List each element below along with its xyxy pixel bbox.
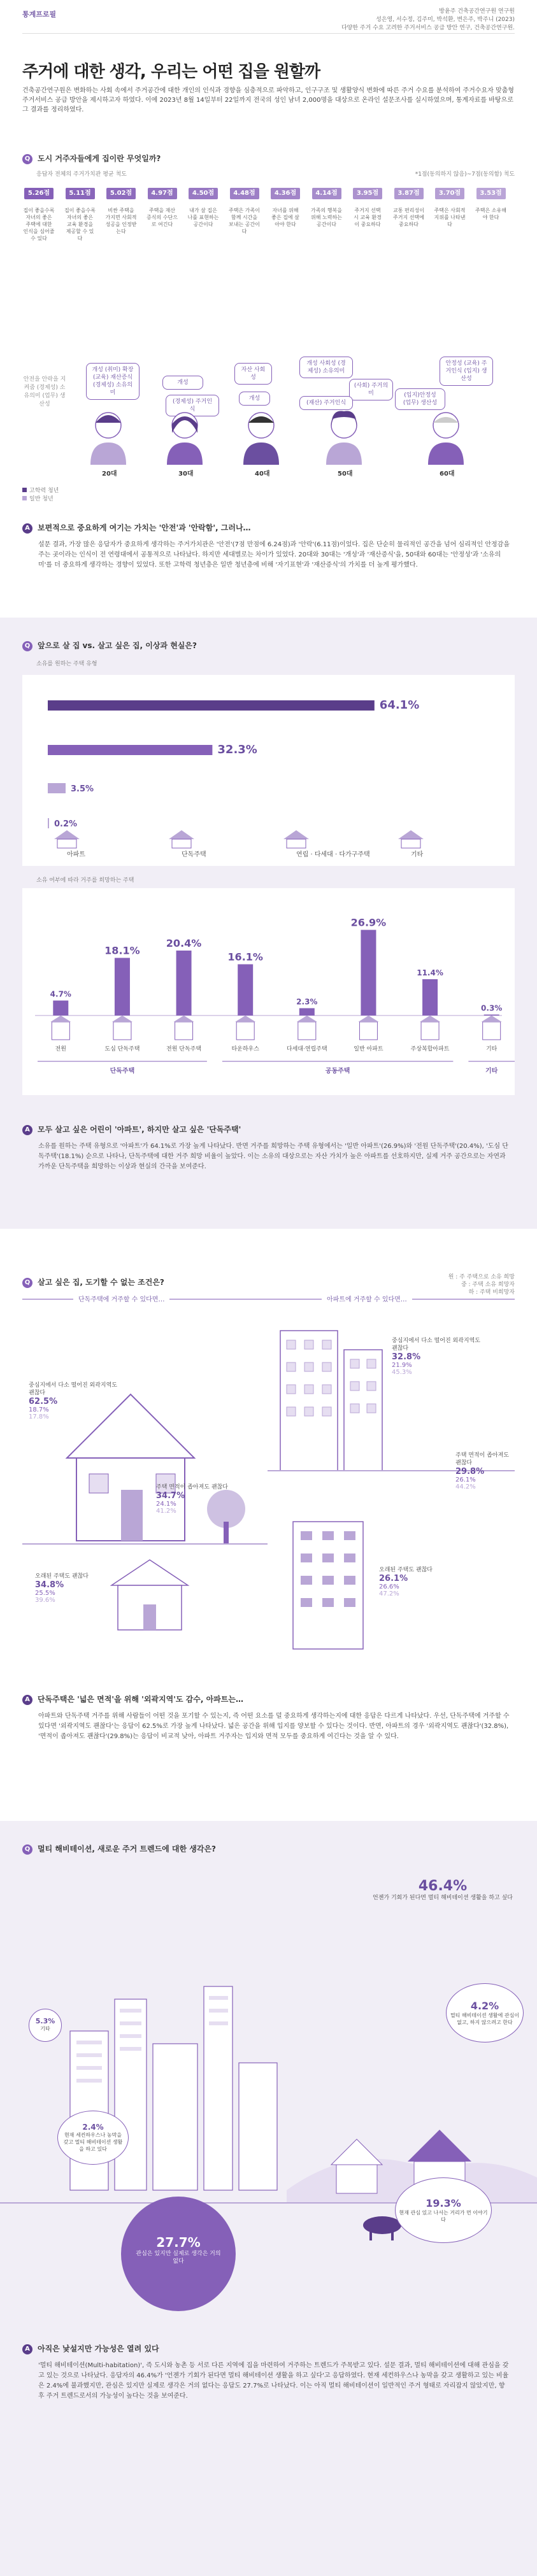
- house-icon: [398, 830, 424, 839]
- question-1: [22, 153, 161, 164]
- answer-3: [22, 1694, 243, 1705]
- category-label: 다세대·연립주택: [286, 1046, 327, 1052]
- house-body-icon: [287, 839, 306, 848]
- item-text: 주택 면적이 좁아져도 괜찮다: [455, 1452, 509, 1466]
- question-2-text: 앞으로 살 집 vs. 살고 싶은 집, 이상과 현실은?: [38, 641, 197, 650]
- building-icon: [113, 1022, 131, 1040]
- answer-4-title: 아직은 낯설지만 가능성은 열려 있다: [38, 2344, 159, 2353]
- bubble-50s-a: 개성 사회성 (경제성) 소유의미: [299, 357, 353, 378]
- roof-icon: [174, 1016, 194, 1022]
- bar: [361, 930, 376, 1016]
- bubble-60s-a: 안정성 (교육) 주거인식 (입지) 생산성: [440, 357, 493, 386]
- bar-label: 64.1%: [379, 698, 420, 712]
- stat-value: 4.2%: [470, 2000, 499, 2012]
- stat-text: 언젠가 기회가 된다면 멀티 해비테이션 생활을 하고 싶다: [373, 1895, 513, 1901]
- rank-desc: 가족의 행복을 위해 노력하는 공간이다: [311, 208, 342, 227]
- legend-line: 하 : 주택 비희망자: [468, 1289, 515, 1296]
- category-label: 전원: [55, 1046, 67, 1052]
- item-value-2: 26.6%: [379, 1583, 399, 1590]
- item-value-3: 44.2%: [455, 1483, 476, 1490]
- bar: [238, 965, 253, 1016]
- person-60s-icon: [420, 407, 471, 465]
- item-value-3: 47.2%: [379, 1590, 399, 1597]
- q-icon: Q: [22, 1844, 32, 1855]
- author-meta: [285, 8, 515, 32]
- chart-label: 응답자 전체의 주거가치관 평균 척도: [36, 171, 127, 178]
- chart2-label: 소유 여부에 따라 거주를 희망하는 주택: [36, 877, 134, 884]
- right-item-area: [455, 1452, 513, 1490]
- desired-housing-chart: [22, 888, 515, 1095]
- right-label: 아파트에 거주할 수 있다면…: [322, 1294, 412, 1303]
- item-value-3: 41.2%: [156, 1508, 176, 1515]
- bubble-30s-a: 개성: [162, 376, 203, 390]
- item-value-1: 34.8%: [35, 1580, 64, 1590]
- answer-3-title: 단독주택은 '넓은 면적'을 위해 '외곽지역'도 감수, 아파트는…: [38, 1695, 243, 1704]
- roof-icon: [482, 1016, 502, 1022]
- stat-not-interested: [446, 1983, 524, 2042]
- roof-icon: [112, 1016, 132, 1022]
- stat-currently-multi: [57, 2111, 129, 2165]
- bar-label: 0.2%: [54, 819, 78, 829]
- legend-line: 중 : 주택 소유 희망자: [461, 1282, 515, 1288]
- roof-icon: [297, 1016, 317, 1022]
- answer-2-body: 소유를 원하는 주택 유형으로 '아파트'가 64.1%로 가장 높게 나타났다. 반면 거주를 희망하는 주택 유형에서는 '일반 아파트'(26.9%)와 '전원 단독주택'(20.4%), '도심 단독주택'(18.1%) 순으로 나타나, 단독주택에 대한 거주 희망 비율이 높았다. 이는 소유의 대상으로는 자산 가치가 높은 아파트를 선호하지만, 실제 거주 공간으로는 자연과 가까운 단독주택을 희망하는 이상과 현실의 간극을 보여준다.: [38, 1143, 508, 1170]
- category-label: 기타: [485, 1046, 498, 1052]
- category-label: 타운하우스: [231, 1046, 259, 1052]
- answer-2-title: 모두 살고 싶은 어린이 '아파트', 하지만 살고 싶은 '단독주택': [38, 1125, 241, 1134]
- left-item-area: [156, 1483, 233, 1515]
- stat-value: 19.3%: [426, 2197, 461, 2209]
- legend-item-highedu: [22, 487, 59, 495]
- bar-label: 2.3%: [296, 997, 318, 1007]
- item-value-1: 32.8%: [392, 1352, 421, 1362]
- bubble-60s-b: (입지)안정성 (업무) 생산성: [395, 388, 445, 410]
- rank-value: 4.48점: [230, 188, 259, 199]
- category-label: 연립 · 다세대 · 다가구주택: [296, 851, 370, 858]
- person-50s-icon: [319, 407, 369, 465]
- house-body-icon: [401, 839, 420, 848]
- rank-value: 5.11점: [66, 188, 95, 199]
- item-text: 오래된 주택도 괜찮다: [379, 1567, 433, 1573]
- bar: [422, 979, 438, 1016]
- question-2: [22, 640, 197, 651]
- stat-interested-no-plan: [121, 2197, 236, 2311]
- category-label: 단독주택: [182, 851, 206, 858]
- item-value-1: 26.1%: [379, 1574, 408, 1583]
- house-icon: [54, 830, 80, 839]
- reference-line: 성은영, 서수정, 김주미, 박석환, 변은주, 박주니 (2023): [376, 17, 515, 23]
- page-title: 주거에 대한 생각, 우리는 어떤 집을 원할까: [22, 62, 320, 81]
- rank-value: 4.50점: [189, 188, 218, 199]
- right-item-old: [379, 1566, 462, 1597]
- bar-label: 26.9%: [350, 916, 387, 929]
- rank-desc: 주택은 가족이 함께 시간을 보내는 공간이다: [229, 208, 260, 234]
- rank-value: 3.53점: [476, 188, 506, 199]
- bar: [484, 1015, 499, 1016]
- bar: [48, 700, 375, 711]
- bar: [299, 1008, 315, 1016]
- stat-value: 27.7%: [156, 2235, 201, 2250]
- a-icon: A: [22, 2344, 32, 2354]
- rank-value: 3.95점: [353, 188, 382, 199]
- rank-value: 4.97점: [148, 188, 177, 199]
- bar-label: 16.1%: [227, 951, 263, 963]
- roof-icon: [420, 1016, 440, 1022]
- question-4: [22, 1843, 216, 1855]
- answer-1: [22, 522, 251, 534]
- owned-housing-chart: [22, 675, 515, 866]
- item-value-3: 17.8%: [29, 1413, 49, 1420]
- q-icon: Q: [22, 154, 32, 164]
- question-3-text: 살고 싶은 집, 도기할 수 없는 조건은?: [38, 1278, 164, 1287]
- stat-want-multi: [373, 1878, 513, 1902]
- category-label: 주상복합아파트: [410, 1046, 450, 1052]
- house-body-icon: [172, 839, 191, 848]
- bar: [115, 958, 130, 1016]
- right-item-suburb: [392, 1337, 487, 1376]
- age-label-50s: 50대: [338, 471, 353, 478]
- item-value-2: 24.1%: [156, 1501, 176, 1508]
- question-3: [22, 1277, 164, 1288]
- category-label: 도심 단독주택: [104, 1046, 140, 1052]
- item-value-1: 29.8%: [455, 1467, 485, 1476]
- person-40s-icon: [236, 407, 287, 465]
- item-value-2: 26.1%: [455, 1476, 476, 1483]
- age-legend: [22, 487, 59, 504]
- a-icon: A: [22, 1695, 32, 1705]
- bar-label: 0.3%: [481, 1003, 503, 1013]
- a-icon: A: [22, 523, 32, 534]
- stat-value: 46.4%: [418, 1878, 468, 1894]
- question-1-text: 도시 거주자들에게 집이란 무엇일까?: [38, 154, 161, 163]
- answer-4: [22, 2343, 159, 2354]
- q-icon: Q: [22, 1278, 32, 1288]
- house-icon: [169, 830, 194, 839]
- chart1-panel: [22, 675, 515, 866]
- person-20s-icon: [83, 407, 134, 465]
- item-text: 오래된 주택도 괜찮다: [35, 1573, 89, 1580]
- roof-icon: [235, 1016, 255, 1022]
- roof-icon: [50, 1016, 71, 1022]
- building-icon: [298, 1022, 316, 1040]
- category-label: 전원 단독주택: [166, 1046, 202, 1052]
- legend-label: 일반 청년: [29, 496, 54, 502]
- bubble-30s-b: (경제성) 주거인식: [166, 395, 219, 416]
- rank-value: 4.14점: [312, 188, 341, 199]
- bubble-40s-b: 개성: [239, 392, 270, 406]
- building-icon: [421, 1022, 439, 1040]
- answer-1-title: 보편적으로 중요하게 여기는 가치는 '안전'과 '안락함', 그러나…: [38, 523, 251, 532]
- item-value-2: 25.5%: [35, 1590, 55, 1597]
- building-icon: [359, 1022, 377, 1040]
- rank-desc: 주거지 선택 시 교육 환경이 중요하다: [354, 208, 382, 227]
- rank-value: 5.26점: [24, 188, 54, 199]
- rank-desc: 자녀를 위해 좋은 집에 살아야 한다: [271, 208, 299, 227]
- roof-icon: [358, 1016, 378, 1022]
- legend-item-general: [22, 495, 59, 504]
- chart2-panel: [22, 888, 515, 1095]
- answer-2: [22, 1124, 241, 1135]
- section-tag: 통계프로필: [22, 10, 57, 18]
- building-icon: [236, 1022, 254, 1040]
- answer-1-body: 설문 결과, 가장 많은 응답자가 중요하게 생각하는 주거가치관은 '안전'(7점 만점에 6.24점)과 '안락'(6.11점)이었다. 집은 단순히 물리적인 공간을 넘어 심리적인 안정감을 주는 곳이라는 인식이 전 연령대에서 공통적으로 나타났다. 하지만 세대별로는 차이가 있었다. 20대와 30대는 '개성'과 '재산증식'을, 50대와 60대는 '안정성'과 '소유의미'를 더 중요하게 생각하는 경향이 있었다. 또한 고학력 청년층은 일반 청년층에 비해 '자기표현'과 '재산증식'의 가치를 더 높게 평가했다.: [38, 541, 510, 569]
- rank-value: 3.70점: [435, 188, 464, 199]
- stat-value: 5.3%: [35, 2017, 55, 2025]
- item-value-1: 62.5%: [29, 1397, 58, 1406]
- bar: [48, 783, 66, 793]
- rank-value: 4.36점: [271, 188, 300, 199]
- divider: [22, 33, 515, 34]
- rank-desc: 비싼 주택을 가지면 사회적 성공을 인정받는다: [105, 208, 137, 234]
- age-label-20s: 20대: [102, 471, 117, 478]
- item-value-3: 39.6%: [35, 1597, 55, 1604]
- bubble-40s-a: 자산 사회성: [234, 363, 272, 385]
- bar: [48, 818, 49, 828]
- rank-desc: 내가 살 집은 나를 표현하는 공간이다: [187, 208, 219, 227]
- rank-desc: 집이 좋을수록 자녀의 좋은 교육 환경을 제공할 수 있다: [64, 208, 96, 241]
- item-text: 중심지에서 다소 떨어진 외곽지역도 괜찮다: [392, 1338, 480, 1352]
- building-icon: [52, 1022, 69, 1040]
- person-30s-icon: [159, 407, 210, 465]
- left-item-old: [35, 1573, 118, 1604]
- bar-label: 18.1%: [104, 944, 140, 957]
- category-label: 기타: [411, 851, 424, 858]
- conditions-panel: [22, 1296, 515, 1681]
- category-label: 일반 아파트: [354, 1046, 383, 1052]
- building-icon: [483, 1022, 501, 1040]
- item-text: 중심지에서 다소 떨어진 외곽지역도 괜찮다: [29, 1382, 117, 1396]
- source-line: 다양한 주거 수요 고려한 주거서비스 공급 방안 연구, 건축공간연구원.: [341, 25, 515, 31]
- age-label-40s: 40대: [255, 471, 270, 478]
- rank-value: 3.87점: [394, 188, 424, 199]
- bar: [48, 745, 212, 755]
- legend-line: 원 : 주 주택으로 소유 희망: [448, 1274, 515, 1280]
- bar-label: 32.3%: [217, 743, 257, 756]
- rank-desc: 교통 편리성이 주거지 선택에 중요하다: [393, 208, 424, 227]
- stat-text: 현재 세컨하우스나 농막을 갖고 멀티 해비테이션 생활을 하고 있다: [63, 2132, 123, 2152]
- q-icon: Q: [22, 641, 32, 651]
- left-note: 안전을 안락을 지켜줌 (경제성) 소유의미 (업무) 생산성: [23, 376, 66, 407]
- answer-3-body: 아파트와 단독주택 거주를 위해 사람들이 어떤 것을 포기할 수 있는지, 즉 어떤 요소를 덜 중요하게 생각하는지에 대한 응답은 다르게 나타났다. 우선, 단독주택에 거주할 수 있다면 '외곽지역도 괜찮다'는 응답이 62.5%로 가장 높게 나타났다. 넓은 공간을 위해 입지를 양보할 수 있다는 것이다. 반면, 아파트의 경우 '외곽지역도 괜찮다'(32.8%), '면적이 좁아져도 괜찮다'(29.8%)는 응답이 비교적 낮아, 아파트 거주자는 입지와 면적 모두를 중요하게 여긴다는 것을 알 수 있다.: [38, 1713, 510, 1740]
- legend-label: 고학력 청년: [29, 488, 59, 494]
- group-label: 기타: [485, 1068, 498, 1075]
- author-line: 방윤주 건축공간연구원 연구원: [439, 8, 515, 15]
- age-label-60s: 60대: [440, 471, 455, 478]
- item-value-3: 45.3%: [392, 1369, 412, 1376]
- intro-text: 건축공간연구원은 변화하는 사회 속에서 주거공간에 대한 개인의 인식과 경향을 심층적으로 파악하고, 인구구조 및 생활양식 변화에 따른 주거 수요를 분석하여 주거수요자 맞춤형 주거서비스 공급 방안을 제시하고자 하였다. 이에 2023년 8월 14일부터 22일까지 전국의 성인 남녀 2,000명을 대상으로 온라인 설문조사를 실시하였으며, 통계자료를 바탕으로 그 결과를 정리하였다.: [22, 87, 514, 113]
- stat-text: 현재 관심 있고 나서는 거리가 먼 이야기다: [399, 2210, 488, 2223]
- bar-label: 11.4%: [417, 968, 443, 977]
- item-value-2: 18.7%: [29, 1406, 49, 1413]
- bubble-50s-c: (재산) 주거인식: [299, 396, 353, 410]
- house-icon: [283, 830, 309, 839]
- item-text: 주택 면적이 좁아져도 괜찮다: [156, 1484, 228, 1490]
- age-illustrations: [0, 357, 537, 478]
- category-label: 아파트: [67, 851, 85, 858]
- bar: [53, 1001, 68, 1016]
- stat-text: 멀티 해비테이션 생활에 관심이 없고, 하지 않으려고 한다: [450, 2013, 520, 2025]
- s3-legend: [448, 1273, 515, 1296]
- rank-desc: 주택은 소유해야 한다: [475, 208, 506, 220]
- chart-note: *1점(동의하지 않음)~7점(동의함) 척도: [415, 171, 515, 178]
- rank-value: 5.02점: [106, 188, 136, 199]
- item-value-2: 21.9%: [392, 1362, 412, 1369]
- stat-text: 관심은 있지만 실제로 생각은 거의 없다: [136, 2251, 221, 2265]
- age-label-30s: 30대: [178, 471, 194, 478]
- a-icon: A: [22, 1125, 32, 1135]
- question-4-text: 멀티 해비테이션, 새로운 주거 트렌드에 대한 생각은?: [38, 1844, 217, 1853]
- bar-label: 20.4%: [166, 937, 202, 949]
- bar: [176, 951, 192, 1016]
- rank-desc: 주택을 재산 증식의 수단으로 여긴다: [147, 208, 178, 227]
- rank-desc: 주택은 사회적 지위를 나타낸다: [434, 208, 466, 227]
- bar-label: 4.7%: [50, 989, 71, 999]
- stat-other: [29, 2009, 62, 2042]
- answer-4-body: '멀티 해비테이션(Multi-habitation)', 즉 도시와 농촌 등 서로 다른 지역에 집을 마련하여 거주하는 트렌드가 주목받고 있다. 설문 결과, 멀티 해비테이션에 대해 관심을 갖고 있는 것으로 나타났다. 응답자의 46.4%가 '언젠가 기회가 된다면 멀티 해비테이션 생활을 하고 싶다'고 응답하였다. 현재 세컨하우스나 농막을 갖고 생활하고 있는 비율은 2.4%에 불과했지만, 관심은 있지만 실제로 생각은 거의 없다는 응답도 27.7%로 나타났다. 이는 아직 멀티 해비테이션이 일반적인 주거 형태로 자리잡지 않았지만, 향후 주거 트렌드로서의 가능성이 높다는 것을 보여준다.: [38, 2362, 509, 2400]
- chart1-label: 소유를 원하는 주택 유형: [36, 661, 97, 667]
- building-icon: [175, 1022, 193, 1040]
- left-label: 단독주택에 거주할 수 있다면…: [73, 1294, 169, 1303]
- group-label: 공동주택: [325, 1068, 350, 1075]
- bar-label: 3.5%: [71, 784, 94, 794]
- bubble-50s-b: (사회) 주거의미: [349, 379, 393, 400]
- group-label: 단독주택: [110, 1068, 135, 1075]
- stat-value: 2.4%: [82, 2123, 104, 2132]
- stat-text: 기타: [40, 2026, 50, 2032]
- bubble-20s: 개성 (취미) 확장 (교육) 재산증식 (경제성) 소유의미: [86, 363, 140, 400]
- item-value-1: 34.7%: [156, 1491, 185, 1501]
- stat-far: [395, 2177, 492, 2243]
- house-body-icon: [57, 839, 76, 848]
- rank-desc: 집이 좋을수록 자녀의 좋은 주택에 대한 인식을 심어줄 수 있다: [23, 208, 55, 241]
- left-item-suburb: [29, 1382, 124, 1420]
